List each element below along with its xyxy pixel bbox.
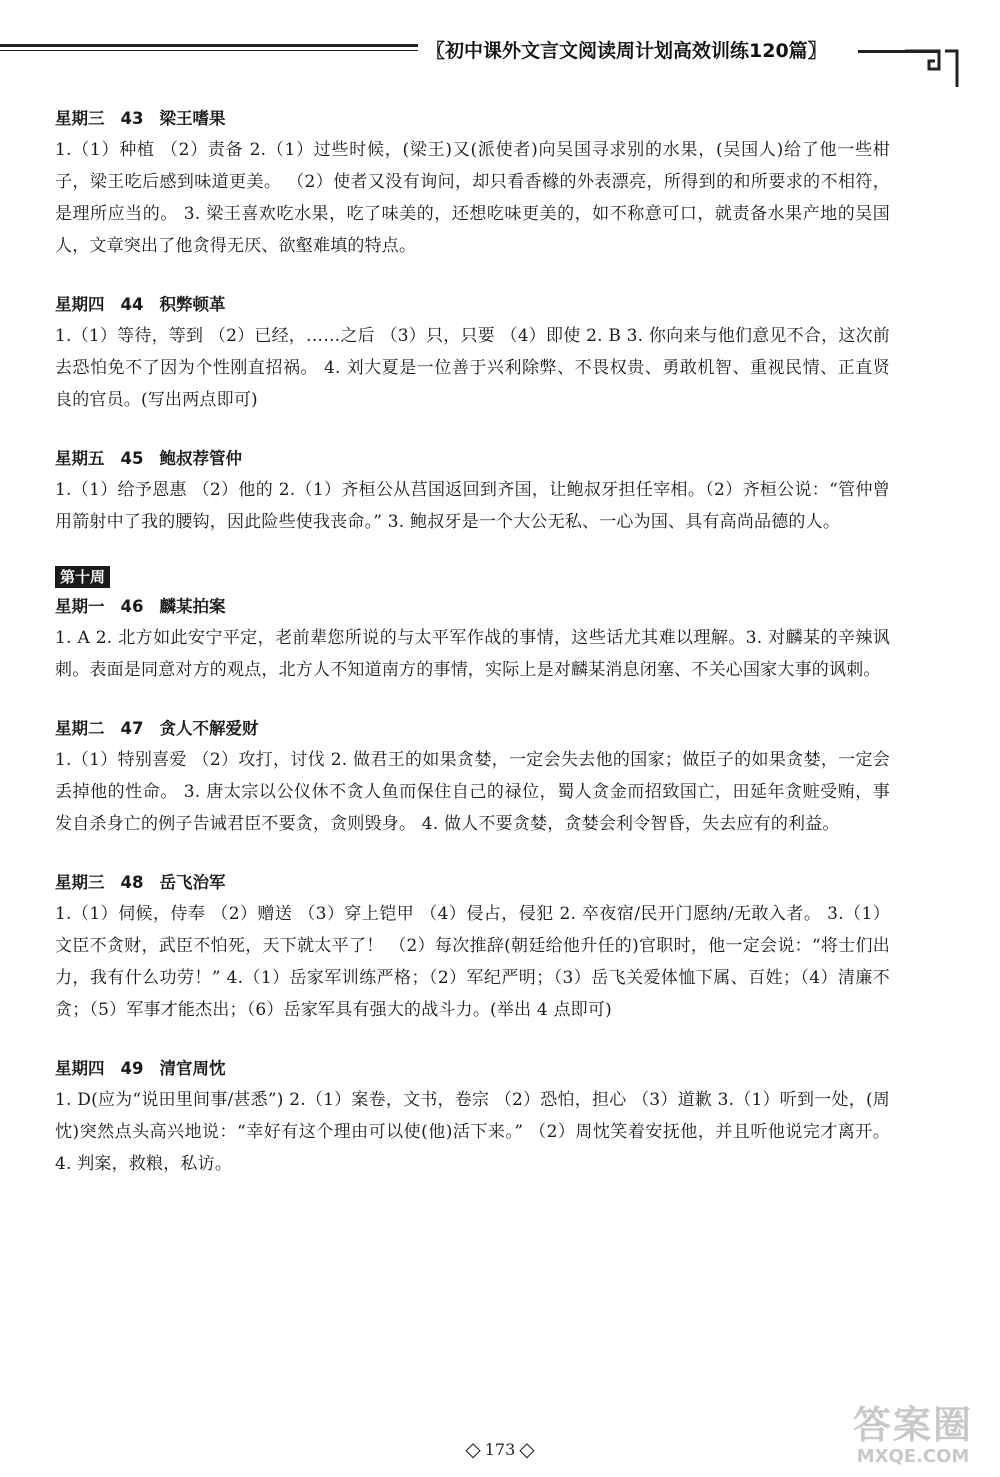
section-answer: 1.（1）种植 （2）责备 2.（1）过些时候，(梁王)又(派使者)向吴国寻求别的水果，(吴国人)给了他一些柑子，梁王吃后感到味道更美。 （2）使者又没有询问，却只看香橼的外表漂亮，所得到的和所要求的不相符，是理所应当的。 3. 梁王喜欢吃水果，吃了味美的，还想吃味更美的，如不称意可口，就责备水果产地的吴国人，文章突出了他贪得无厌、欲壑难填的特点。: [55, 140, 890, 256]
section-day: 星期三: [55, 873, 105, 892]
answer-content: [55, 104, 890, 1208]
section-answer: 1.（1）特别喜爱 （2）攻打，讨伐 2. 做君王的如果贪婪，一定会失去他的国家；做臣子的如果贪婪，一定会丢掉他的性命。 3. 唐太宗以公仪休不贪人鱼而保住自己的禄位，蜀人贪金而招致国亡，田延年贪赃受贿，事发自杀身亡的例子告诫君臣不要贪，贪则毁身。 4. 做人不要贪婪，贪婪会利令智昏，失去应有的利益。: [55, 750, 890, 834]
section-answer: 1.（1）等待，等到 （2）已经，……之后 （3）只，只要 （4）即使 2. B 3. 你向来与他们意见不合，这次前去恐怕免不了因为个性刚直招祸。 4. 刘大夏是一位善于兴利除弊、不畏权贵、勇敢机智、重视民情、正直贤良的官员。(写出两点即可): [55, 326, 890, 410]
chevron-right-icon: ◇: [519, 1437, 535, 1461]
section-heading: [55, 104, 890, 134]
watermark-url: MXQE.COM: [856, 1446, 970, 1467]
book-title: [426, 36, 827, 66]
section-title: 贪人不解爱财: [159, 719, 259, 738]
section-day: 星期一: [55, 597, 105, 616]
section-number: 47: [120, 719, 144, 738]
section-answer: 1. D(应为“说田里间事/甚悉”) 2.（1）案卷，文书，卷宗 （2）恐怕，担心 （3）道歉 3.（1）听到一处，(周忱)突然点头高兴地说：“幸好有这个理由可以使(他)活下来。” （2）周忱笑着安抚他，并且听他说完才离开。 4. 判案，救粮，私访。: [55, 1090, 890, 1174]
answer-section-48: [55, 868, 890, 1026]
section-heading: [55, 444, 890, 474]
watermark-text: 答案圈: [852, 1403, 973, 1447]
section-title: 积弊顿革: [159, 295, 226, 314]
section-title: 岳飞治军: [159, 873, 226, 892]
section-answer: 1. A 2. 北方如此安宁平定，老前辈您所说的与太平军作战的事情，这些话尤其难以理解。3. 对麟某的辛辣讽刺。表面是同意对方的观点，北方人不知道南方的事情，实际上是对麟某消息闭塞、不关心国家大事的讽刺。: [55, 628, 890, 680]
section-number: 44: [120, 295, 144, 314]
section-number: 49: [120, 1059, 144, 1078]
section-title: 梁王嗜果: [159, 109, 226, 128]
section-answer: 1.（1）给予恩惠 （2）他的 2.（1）齐桓公从莒国返回到齐国，让鲍叔牙担任宰相。（2）齐桓公说：“管仲曾用箭射中了我的腰钩，因此险些使我丧命。” 3. 鲍叔牙是一个大公无私、一心为国、具有高尚品德的人。: [55, 480, 890, 532]
page-number: 173: [484, 1439, 516, 1459]
answer-section-44: [55, 290, 890, 416]
section-day: 星期二: [55, 719, 105, 738]
corner-ornament-icon: [905, 47, 965, 97]
section-number: 46: [120, 597, 144, 616]
section-day: 星期四: [55, 1059, 105, 1078]
section-title: 麟某拍案: [159, 597, 226, 616]
section-day: 星期三: [55, 109, 105, 128]
section-number: 43: [120, 109, 144, 128]
answer-section-43: [55, 104, 890, 262]
section-heading: [55, 714, 890, 744]
section-number: 48: [120, 873, 144, 892]
watermark-logo: [838, 1403, 988, 1473]
section-title: 清官周忱: [159, 1059, 226, 1078]
week-block: [55, 566, 890, 592]
section-heading: [55, 290, 890, 320]
section-heading: [55, 1054, 890, 1084]
title-bracket-left: 〖: [426, 40, 446, 62]
header-rule: [0, 44, 418, 47]
answer-section-47: [55, 714, 890, 840]
section-heading: [55, 868, 890, 898]
title-bracket-right: 〗: [807, 40, 827, 62]
section-heading: [55, 592, 890, 622]
section-number: 45: [120, 449, 144, 468]
section-title: 鲍叔荐管仲: [159, 449, 242, 468]
week-badge: 第十周: [55, 566, 110, 588]
book-title-text: 初中课外文言文阅读周计划高效训练120篇: [445, 40, 808, 62]
answer-section-45: [55, 444, 890, 538]
chevron-left-icon: ◇: [465, 1437, 481, 1461]
answer-section-46: [55, 592, 890, 686]
answer-section-49: [55, 1054, 890, 1180]
header-rule-thin: [0, 50, 418, 51]
section-answer: 1.（1）伺候，侍奉 （2）赠送 （3）穿上铠甲 （4）侵占，侵犯 2. 卒夜宿/民开门愿纳/无敢入者。 3.（1）文臣不贪财，武臣不怕死，天下就太平了！ （2）每次推辞(朝廷给他升任的)官职时，他一定会说：“将士们出力，我有什么功劳！” 4.（1）岳家军训练严格；（2）军纪严明；（3）岳飞关爱体恤下属、百姓；（4）清廉不贪；（5）军事才能杰出；（6）岳家军具有强大的战斗力。(举出 4 点即可): [55, 904, 890, 1020]
section-day: 星期五: [55, 449, 105, 468]
section-day: 星期四: [55, 295, 105, 314]
